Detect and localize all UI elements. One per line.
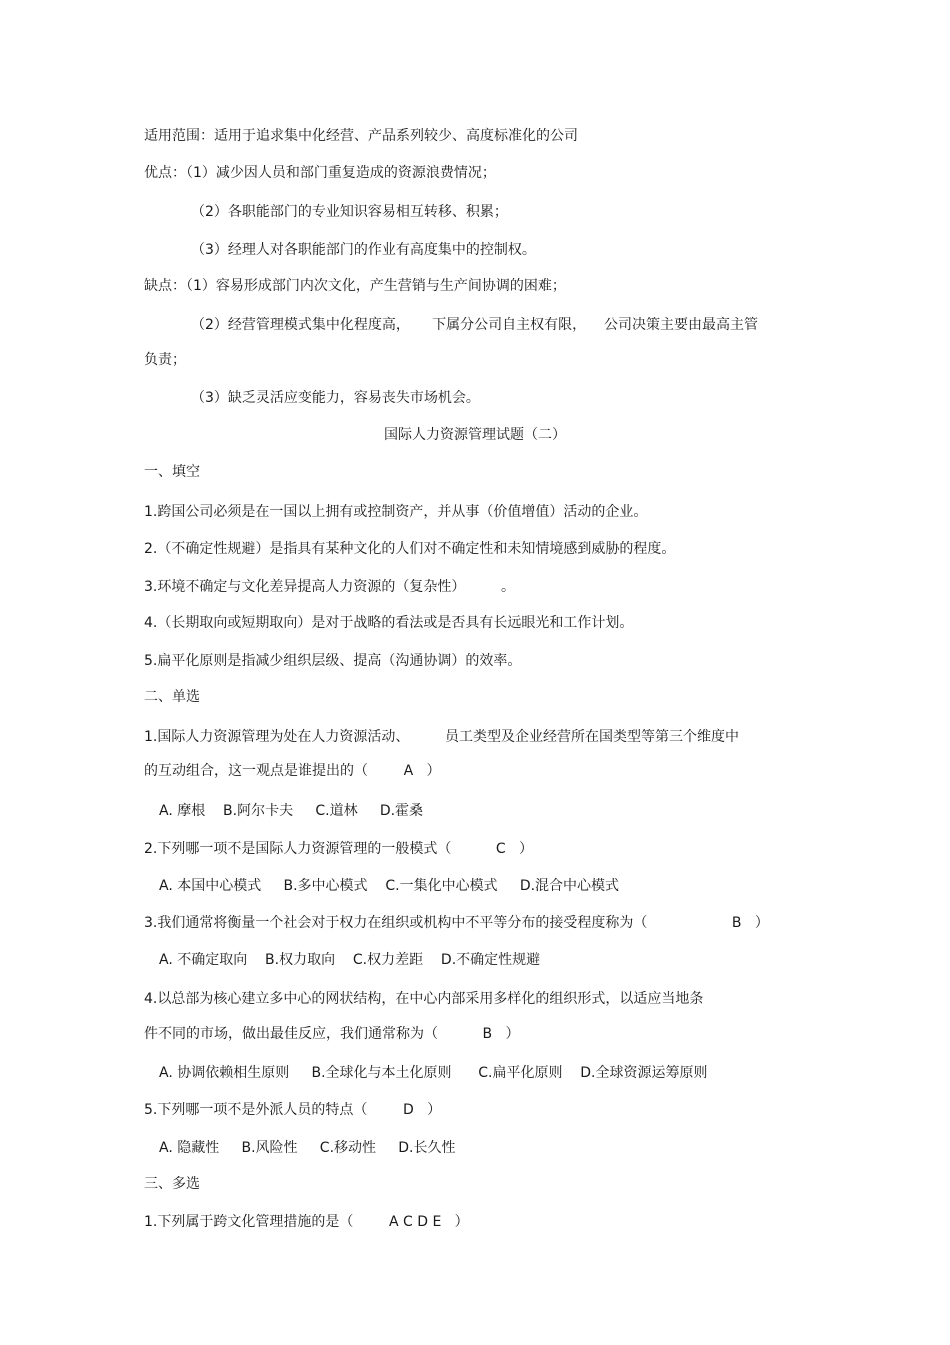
single-q1-line-2: 的互动组合，这一观点是谁提出的（ A ）: [144, 763, 441, 779]
fill-item-4: 4.（长期取向或短期取向）是对于战略的看法或是否具有长远眼光和工作计划。: [144, 615, 634, 631]
fill-item-2: 2.（不确定性规避）是指具有某种文化的人们对不确定性和未知情境感到威胁的程度。: [144, 541, 676, 557]
single-q5-options: A. 隐藏性 B.风险性 C.移动性 D.长久性: [159, 1140, 456, 1156]
section-heading-fill: 一、填空: [144, 464, 200, 480]
advantage-line-1: 优点：（1）减少因人员和部门重复造成的资源浪费情况；: [144, 165, 496, 181]
advantage-line-2: （2）各职能部门的专业知识容易相互转移、积累；: [191, 204, 508, 220]
multi-q1: 1.下列属于跨文化管理措施的是（ A C D E ）: [144, 1214, 469, 1230]
section-heading-single: 二、单选: [144, 689, 200, 705]
single-q4-line-2: 件不同的市场，做出最佳反应，我们通常称为（ B ）: [144, 1026, 520, 1042]
disadvantage-line-2-cont: 负责；: [144, 352, 186, 368]
scope-line: 适用范围：适用于追求集中化经营、产品系列较少、高度标准化的公司: [144, 128, 578, 144]
disadvantage-line-3: （3）缺乏灵活应变能力，容易丧失市场机会。: [191, 390, 480, 406]
single-q1-line-1: 1.国际人力资源管理为处在人力资源活动、 员工类型及企业经营所在国类型等第三个维度中: [144, 729, 739, 745]
disadvantage-line-1: 缺点：（1）容易形成部门内次文化，产生营销与生产间协调的困难；: [144, 278, 566, 294]
fill-item-3: 3.环境不确定与文化差异提高人力资源的（复杂性） 。: [144, 579, 515, 595]
page-title: 国际人力资源管理试题（二）: [384, 427, 566, 443]
section-heading-multi: 三、多选: [144, 1176, 200, 1192]
fill-item-5: 5.扁平化原则是指减少组织层级、提高（沟通协调）的效率。: [144, 653, 522, 669]
advantage-line-3: （3）经理人对各职能部门的作业有高度集中的控制权。: [191, 242, 536, 258]
single-q2: 2.下列哪一项不是国际人力资源管理的一般模式（ C ）: [144, 841, 533, 857]
single-q4-options: A. 协调依赖相生原则 B.全球化与本土化原则 C.扁平化原则 D.全球资源运筹原则: [159, 1065, 708, 1081]
single-q1-options: A. 摩根 B.阿尔卡夫 C.道林 D.霍桑: [159, 803, 424, 819]
single-q5: 5.下列哪一项不是外派人员的特点（ D ）: [144, 1102, 442, 1118]
single-q4-line-1: 4.以总部为核心建立多中心的网状结构，在中心内部采用多样化的组织形式，以适应当地条: [144, 991, 704, 1007]
single-q3: 3.我们通常将衡量一个社会对于权力在组织或机构中不平等分布的接受程度称为（ B ）: [144, 915, 769, 931]
disadvantage-line-2: （2）经营管理模式集中化程度高， 下属分公司自主权有限， 公司决策主要由最高主管: [191, 317, 758, 333]
single-q2-options: A. 本国中心模式 B.多中心模式 C.一集化中心模式 D.混合中心模式: [159, 878, 620, 894]
single-q3-options: A. 不确定取向 B.权力取向 C.权力差距 D.不确定性规避: [159, 952, 541, 968]
fill-item-1: 1.跨国公司必须是在一国以上拥有或控制资产，并从事（价值增值）活动的企业。: [144, 504, 648, 520]
